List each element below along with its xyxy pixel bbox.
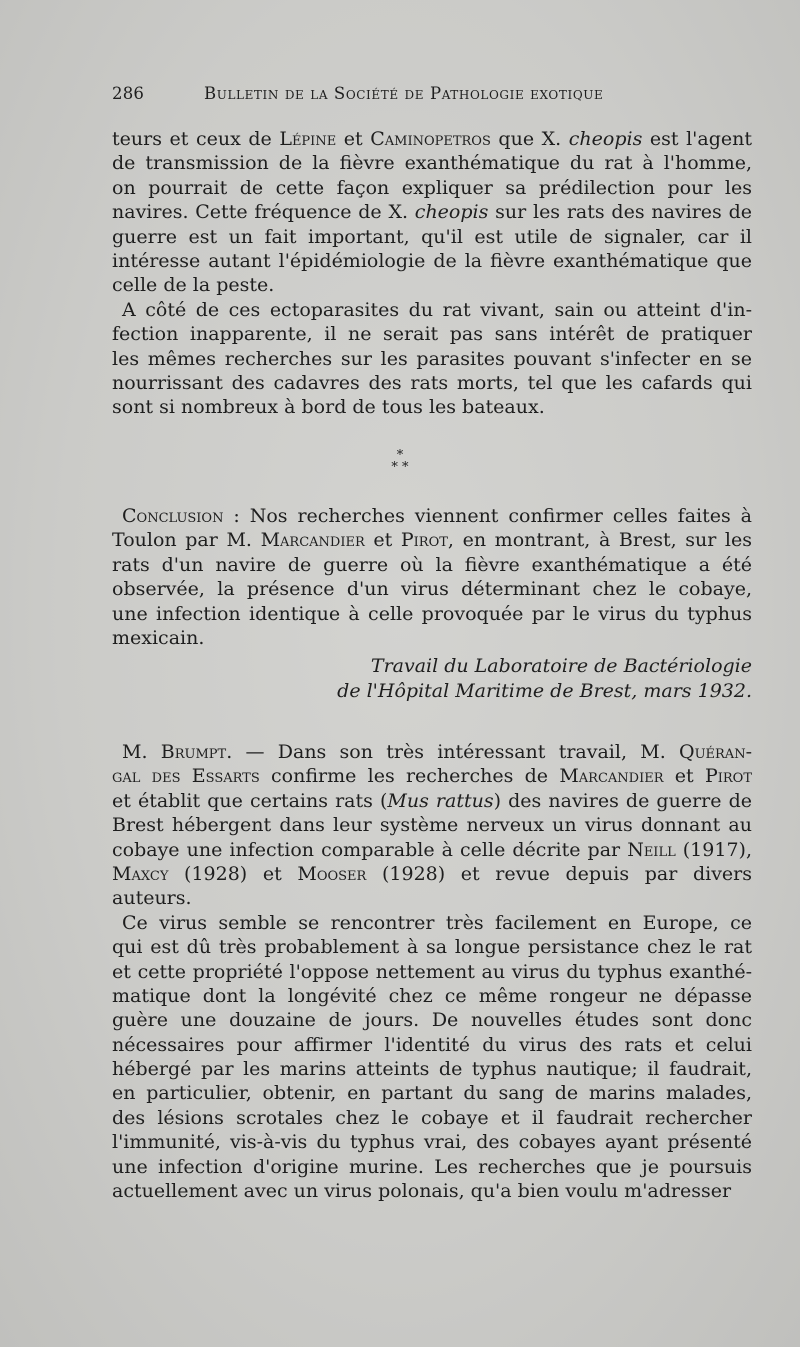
text-line: une infection d'origine murine. Les recherches que je poursuis: [112, 1155, 752, 1178]
text-line: rats d'un navire de guerre où la fièvre exanthématique a été: [112, 553, 752, 576]
text-line: en particulier, obtenir, en partant du sang de marins malades,: [112, 1082, 752, 1105]
page-number: 286: [112, 84, 145, 103]
text-line: M. Brumpt. — Dans son très intéressant travail, M. Quéran-: [122, 741, 752, 763]
small-caps-name: Marcandier: [260, 529, 365, 552]
section-asterism: [370, 450, 430, 474]
asterism-top: *: [396, 448, 404, 463]
text-line: matique dont la longévité chez ce même rongeur ne dépasse: [112, 984, 752, 1007]
conclusion-block: [112, 504, 752, 650]
text-line: teurs et ceux de Lépine et Caminopetros que X. cheopis est l'agent: [112, 128, 753, 150]
text-line: navires. Cette fréquence de X. cheopis sur les rats des navires de: [112, 201, 752, 224]
small-caps-name: Pirot: [704, 765, 752, 788]
text-line: Maxcy (1928) et Mooser (1928) et revue depuis par divers: [112, 862, 752, 885]
signature-line-2: de l'Hôpital Maritime de Brest, mars 1932.: [337, 680, 752, 702]
signature-block: [112, 654, 752, 704]
text-line: les mêmes recherches sur les parasites pouvant s'infecter en se: [112, 347, 752, 370]
italic-term: cheopis: [414, 201, 489, 224]
small-caps-name: Conclusion: [122, 505, 224, 527]
text-line: fection inapparente, il ne serait pas sans intérêt de pratiquer: [112, 323, 752, 346]
text-line: on pourrait de cette façon expliquer sa prédilection pour les: [112, 176, 752, 199]
text-line: Ce virus semble se rencontrer très facilement en Europe, ce: [122, 911, 752, 934]
text-line: guère une douzaine de jours. De nouvelles études sont donc: [112, 1009, 752, 1032]
text-line: cobaye une infection comparable à celle décrite par Neill (1917),: [112, 838, 752, 861]
paragraph: [112, 127, 752, 298]
asterism-bottom: * *: [391, 460, 409, 475]
text-line: guerre est un fait important, qu'il est utile de signaler, car il: [112, 225, 752, 248]
text-line: qui est dû très probablement à sa longue persistance chez le rat: [112, 936, 752, 959]
small-caps-name: Mooser: [297, 862, 367, 885]
text-line: hébergé par les marins atteints de typhus nautique; il faudrait,: [112, 1058, 752, 1081]
text-block-bottom: [112, 740, 752, 1203]
paragraph: [112, 911, 752, 1204]
text-line: nécessaires pour affirmer l'identité du virus des rats et celui: [112, 1033, 752, 1056]
text-line: Toulon par M. Marcandier et Pirot, en montrant, à Brest, sur les: [112, 529, 752, 552]
text-line: actuellement avec un virus polonais, qu'a bien voulu m'adresser: [112, 1180, 732, 1203]
text-line: mexicain.: [112, 626, 205, 649]
text-line: de transmission de la fièvre exanthématique du rat à l'homme,: [112, 152, 752, 175]
paragraph: [112, 298, 752, 420]
text-line: intéresse autant l'épidémiologie de la fièvre exanthématique que: [112, 249, 752, 272]
paragraph: [112, 504, 752, 650]
text-line: l'immunité, vis-à-vis du typhus vrai, des cobayes ayant présenté: [112, 1131, 752, 1154]
text-line: et cette propriété l'oppose nettement au virus du typhus exanthé-: [112, 960, 752, 983]
small-caps-name: Maxcy: [112, 862, 169, 885]
text-line: observée, la présence d'un virus déterminant chez le cobaye,: [112, 578, 752, 601]
text-line: gal des Essarts confirme les recherches de Marcandier et Pirot: [112, 765, 752, 788]
text-line: des lésions scrotales chez le cobaye et il faudrait rechercher: [112, 1106, 752, 1129]
running-title: Bulletin de la Société de Pathologie exotique: [204, 84, 604, 103]
small-caps-name: Caminopetros: [370, 128, 491, 150]
paragraph: [112, 740, 752, 911]
small-caps-name: Lépine: [279, 128, 337, 150]
text-line: auteurs.: [112, 887, 192, 910]
small-caps-name: Marcandier: [559, 765, 664, 788]
italic-term: Mus rattus: [387, 789, 494, 812]
small-caps-name: Brumpt: [160, 741, 227, 763]
small-caps-name: Quéran-: [679, 741, 752, 763]
signature-line-1: Travail du Laboratoire de Bactériologie: [370, 655, 752, 677]
text-line: une infection identique à celle provoquée par le virus du typhus: [112, 602, 752, 625]
text-block-top: [112, 127, 752, 420]
text-line: Brest hébergent dans leur système nerveux un virus donnant au: [112, 814, 752, 837]
text-line: sont si nombreux à bord de tous les bateaux.: [112, 396, 545, 419]
italic-term: cheopis: [568, 128, 643, 150]
text-line: nourrissant des cadavres des rats morts, tel que les cafards qui: [112, 371, 752, 394]
small-caps-name: Neill: [627, 838, 676, 861]
text-line: Conclusion : Nos recherches viennent confirmer celles faites à: [122, 505, 752, 527]
small-caps-name: Pirot: [400, 529, 448, 552]
text-line: celle de la peste.: [112, 274, 275, 297]
text-line: A côté de ces ectoparasites du rat vivant, sain ou atteint d'in-: [122, 298, 752, 321]
small-caps-name: gal des Essarts: [112, 765, 260, 788]
text-line: et établit que certains rats (Mus rattus) des navires de guerre de: [112, 789, 752, 812]
